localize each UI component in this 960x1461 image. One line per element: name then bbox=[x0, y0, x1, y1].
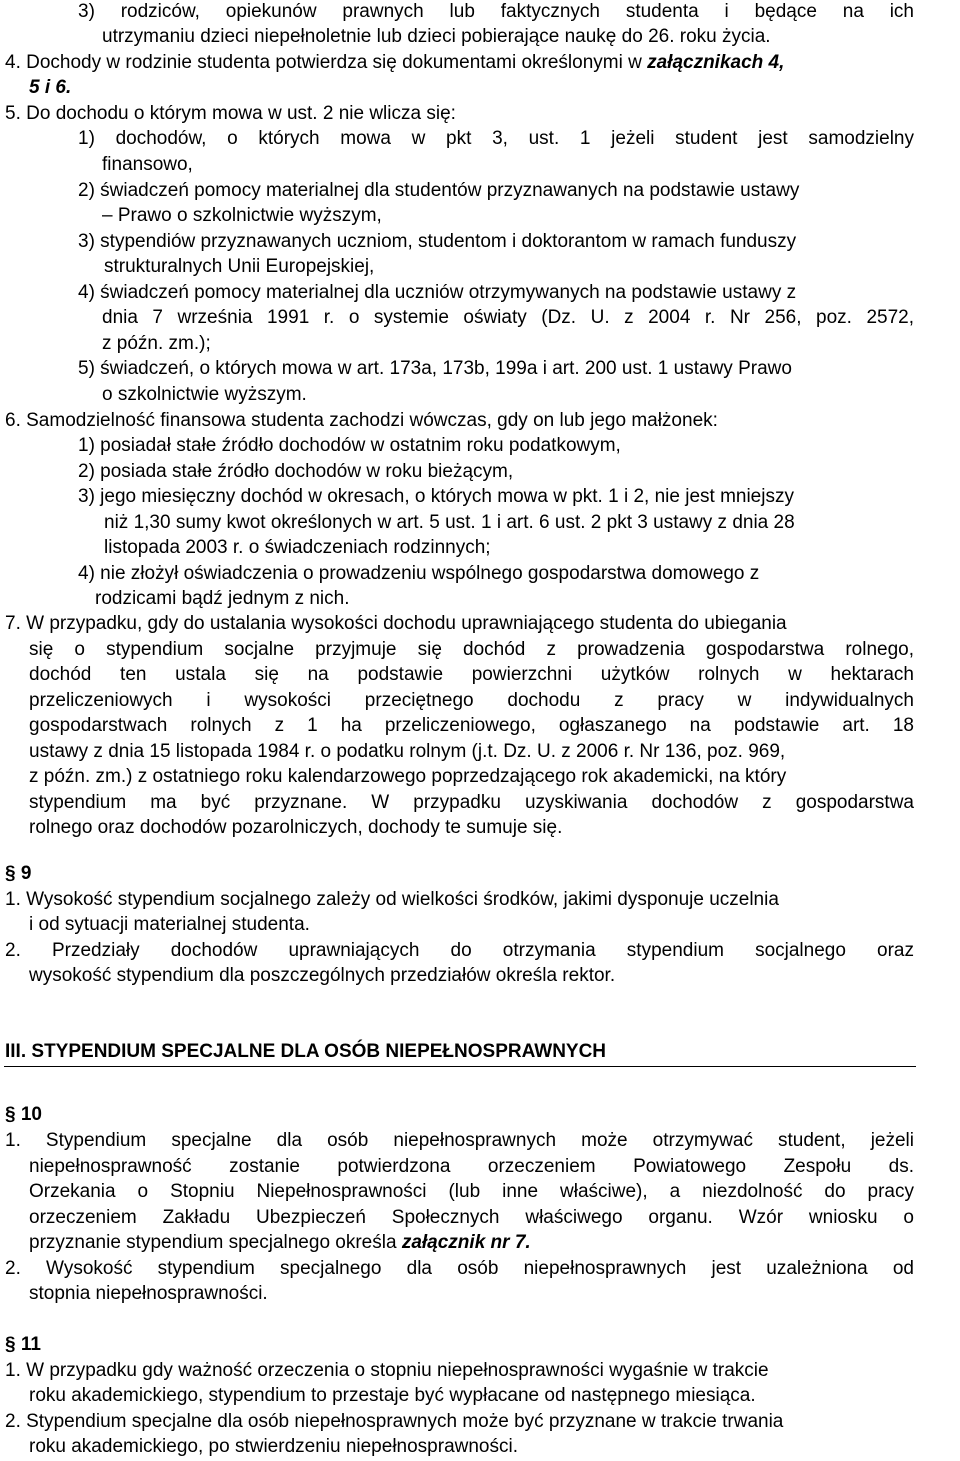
paragraph-line: i od sytuacji materialnej studenta. bbox=[29, 914, 310, 935]
list-item: niż 1,30 sumy kwot określonych w art. 5 ust. 1 i art. 6 ust. 2 pkt 3 ustawy z dnia 28 bbox=[104, 512, 795, 533]
paragraph-line: stopnia niepełnosprawności. bbox=[29, 1283, 268, 1304]
list-item: rodzicami bądź jednym z nich. bbox=[95, 588, 350, 609]
paragraph-line: niepełnosprawność zostanie potwierdzona orzeczeniem Powiatowego Zespołu ds. bbox=[29, 1156, 914, 1177]
section-heading: § 9 bbox=[5, 863, 32, 884]
list-item: 2) posiada stałe źródło dochodów w roku bieżącym, bbox=[78, 461, 514, 482]
list-item: o szkolnictwie wyższym. bbox=[102, 384, 307, 405]
list-item: z późn. zm.); bbox=[102, 333, 211, 354]
paragraph-line: gospodarstwach rolnych z 1 ha przeliczeniowego, ogłaszanego na podstawie art. 18 bbox=[29, 715, 914, 736]
paragraph-line: 2. Przedziały dochodów uprawniających do otrzymania stypendium socjalnego oraz bbox=[5, 940, 914, 961]
paragraph-line: wysokość stypendium dla poszczególnych przedziałów określa rektor. bbox=[29, 965, 616, 986]
paragraph-line: 2. Stypendium specjalne dla osób niepełnosprawnych może być przyznane w trakcie trwania bbox=[5, 1411, 784, 1432]
list-item: 3) stypendiów przyznawanych uczniom, studentom i doktorantom w ramach funduszy bbox=[78, 231, 797, 252]
paragraph-line: utrzymaniu dzieci niepełnoletnie lub dzieci pobierające naukę do 26. roku życia. bbox=[102, 26, 771, 47]
list-item: listopada 2003 r. o świadczeniach rodzinnych; bbox=[104, 537, 491, 558]
list-item: dnia 7 września 1991 r. o systemie oświaty (Dz. U. z 2004 r. Nr 256, poz. 2572, bbox=[102, 307, 914, 328]
chapter-title: III. STYPENDIUM SPECJALNE DLA OSÓB NIEPEŁNOSPRAWNYCH bbox=[5, 1041, 607, 1062]
paragraph-line: 5. Do dochodu o którym mowa w ust. 2 nie wlicza się: bbox=[5, 103, 456, 124]
list-item: finansowo, bbox=[102, 154, 193, 175]
paragraph-line: dochód ten ustala się na podstawie powierzchni użytków rolnych w hektarach bbox=[29, 664, 914, 685]
list-item: 3) jego miesięczny dochód w okresach, o których mowa w pkt. 1 i 2, nie jest mniejszy bbox=[78, 486, 794, 507]
paragraph-line: ustawy z dnia 15 listopada 1984 r. o podatku rolnym (j.t. Dz. U. z 2006 r. Nr 136, poz. 969, bbox=[29, 741, 786, 762]
paragraph-line: rolnego oraz dochodów pozarolniczych, dochody te sumuje się. bbox=[29, 817, 563, 838]
list-item: 1) posiadał stałe źródło dochodów w ostatnim roku podatkowym, bbox=[78, 435, 621, 456]
list-item: – Prawo o szkolnictwie wyższym, bbox=[102, 205, 382, 226]
paragraph-line: 1. W przypadku gdy ważność orzeczenia o stopniu niepełnosprawności wygaśnie w trakcie bbox=[5, 1360, 769, 1381]
paragraph-line bbox=[29, 1232, 531, 1254]
list-item: 4) świadczeń pomocy materialnej dla uczniów otrzymywanych na podstawie ustawy z bbox=[78, 282, 797, 303]
section-heading: § 10 bbox=[5, 1104, 42, 1125]
list-item: 2) świadczeń pomocy materialnej dla studentów przyznawanych na podstawie ustawy bbox=[78, 180, 800, 201]
paragraph-line: orzeczeniem Zakładu Ubezpieczeń Społecznych właściwego organu. Wzór wniosku o bbox=[29, 1207, 914, 1228]
paragraph-line: z późn. zm.) z ostatniego roku kalendarzowego poprzedzającego rok akademicki, na który bbox=[29, 766, 787, 787]
paragraph-text: przyznanie stypendium specjalnego określa bbox=[29, 1232, 397, 1253]
paragraph-line: przeliczeniowych i wysokości przeciętnego dochodu z pracy w indywidualnych bbox=[29, 690, 914, 711]
section-heading: § 11 bbox=[5, 1334, 41, 1355]
paragraph-line: 3) rodziców, opiekunów prawnych lub faktycznych studenta i będące na ich bbox=[78, 1, 914, 22]
chapter-divider bbox=[4, 1066, 916, 1067]
list-item: strukturalnych Unii Europejskiej, bbox=[104, 256, 375, 277]
paragraph-text: 4. Dochody w rodzinie studenta potwierdza się dokumentami określonymi w bbox=[5, 52, 642, 73]
paragraph-line: 1. Wysokość stypendium socjalnego zależy od wielkości środków, jakimi dysponuje uczelnia bbox=[5, 889, 779, 910]
list-item: 4) nie złożył oświadczenia o prowadzeniu wspólnego gospodarstwa domowego z bbox=[78, 563, 760, 584]
paragraph-line: roku akademickiego, po stwierdzeniu niepełnosprawności. bbox=[29, 1436, 518, 1457]
paragraph-line: się o stypendium socjalne przyjmuje się dochód z prowadzenia gospodarstwa rolnego, bbox=[29, 639, 914, 660]
paragraph-line: stypendium ma być przyznane. W przypadku uzyskiwania dochodów z gospodarstwa bbox=[29, 792, 914, 813]
attachment-reference: załącznik nr 7. bbox=[401, 1232, 531, 1253]
list-item: 1) dochodów, o których mowa w pkt 3, ust. 1 jeżeli student jest samodzielny bbox=[78, 128, 914, 149]
attachment-reference: 5 i 6. bbox=[29, 77, 72, 98]
attachment-reference: załącznikach 4, bbox=[647, 52, 785, 73]
paragraph-line: 2. Wysokość stypendium specjalnego dla osób niepełnosprawnych jest uzależniona od bbox=[5, 1258, 914, 1279]
paragraph-line: roku akademickiego, stypendium to przestaje być wypłacane od następnego miesiąca. bbox=[29, 1385, 756, 1406]
paragraph-line: 1. Stypendium specjalne dla osób niepełnosprawnych może otrzymywać student, jeżeli bbox=[5, 1130, 914, 1151]
paragraph-line: Orzekania o Stopniu Niepełnosprawności (lub inne właściwe), a niezdolność do pracy bbox=[29, 1181, 914, 1202]
paragraph-line: 6. Samodzielność finansowa studenta zachodzi wówczas, gdy on lub jego małżonek: bbox=[5, 410, 718, 431]
paragraph-line bbox=[5, 52, 784, 74]
paragraph-line: 7. W przypadku, gdy do ustalania wysokości dochodu uprawniającego studenta do ubiegania bbox=[5, 613, 787, 634]
list-item: 5) świadczeń, o których mowa w art. 173a, 173b, 199a i art. 200 ust. 1 ustawy Prawo bbox=[78, 358, 792, 379]
